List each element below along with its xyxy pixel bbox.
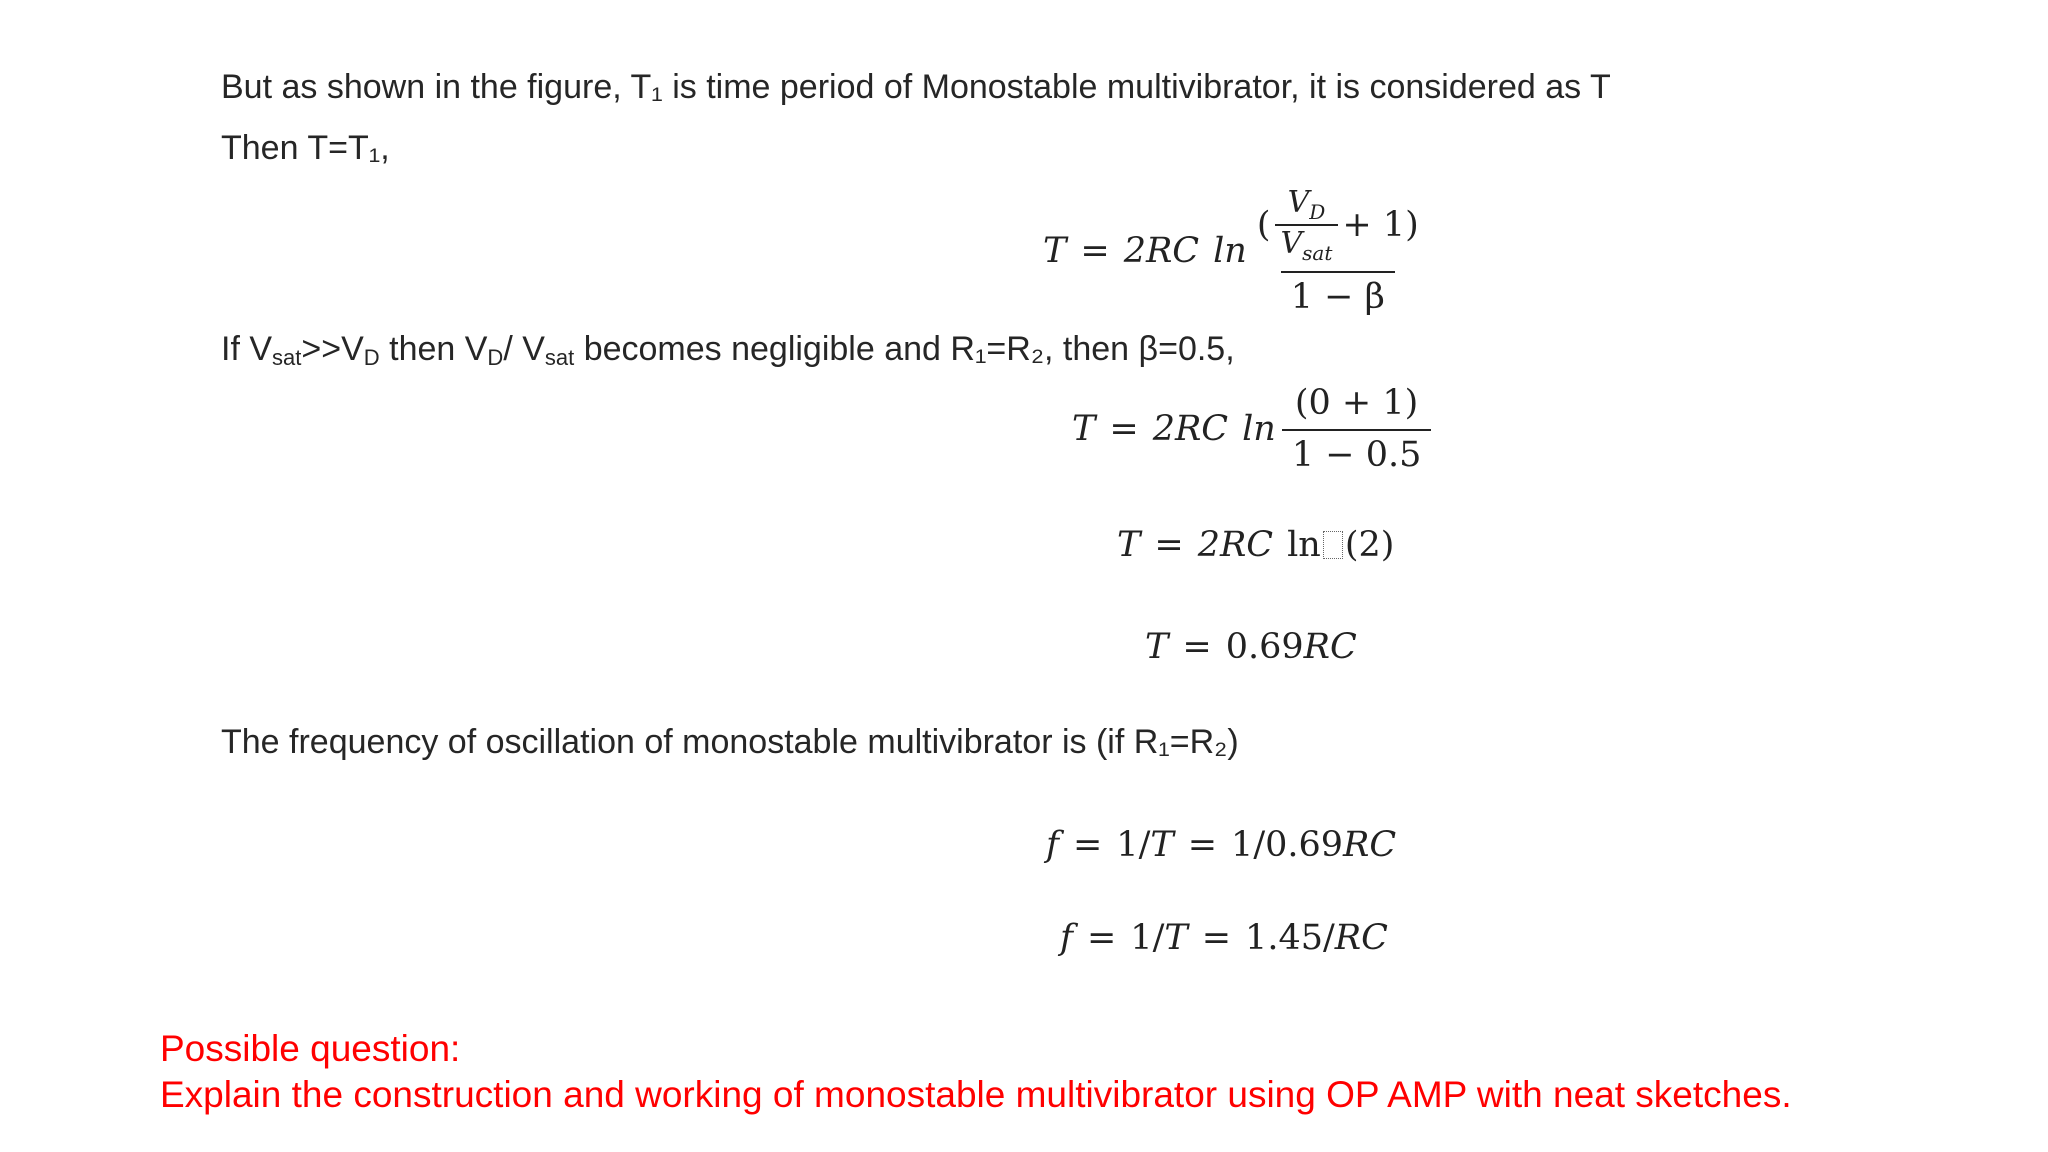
eq1-vsat: V [1280,226,1303,261]
eq3-arg: (2) [1344,525,1395,565]
eq2-fraction [1282,383,1432,475]
eq2-lhs: T [1072,409,1096,449]
eq1-fraction [1253,185,1423,317]
eq6-rhs-a: 1.45/ [1245,918,1335,958]
eq1-vd-sub: D [1309,200,1326,224]
eq5-rhs-a: 1/0.69 [1231,825,1344,865]
eq6-mid-a: 1/ [1130,918,1165,958]
equation-period-result [1145,627,1357,667]
eq5-equals-2: = [1187,825,1218,865]
eq1-denominator: 1 − β [1281,271,1395,317]
eq4-lhs: T [1145,627,1169,667]
eq6-equals: = [1086,918,1117,958]
eq4-rhs-num: 0.69 [1225,627,1304,667]
p3-sub-sat-2: sat [544,345,575,370]
p3-text-e: then V [379,330,488,368]
question-heading: Possible question: [160,1028,461,1069]
p3-sub-d-2: D [487,345,504,370]
equation-period-general [1043,185,1423,317]
p3-sub-sat-1: sat [272,345,302,370]
eq1-vsat-sub: sat [1302,241,1333,265]
eq3-coef: 2RC [1197,525,1274,565]
eq1-num-open: ( [1256,205,1271,245]
p3-text-i: becomes negligible and R₁=R₂, then β=0.5, [574,330,1235,368]
eq5-mid-a: 1/ [1116,825,1151,865]
eq5-lhs: f [1046,825,1059,865]
eq3-lhs: T [1117,525,1141,565]
eq4-rhs-var: RC [1303,627,1357,667]
paragraph-negligible [221,332,1235,369]
eq6-equals-2: = [1201,918,1232,958]
eq5-mid-b: T [1150,825,1174,865]
eq1-num-tail: + 1) [1342,205,1419,245]
question-text: Explain the construction and working of monostable multivibrator using OP AMP with neat sketches. [160,1074,1792,1115]
eq2-ln: ln [1242,409,1276,449]
paragraph-then: Then T=T₁, [221,129,390,167]
p3-text-a: If V [221,330,273,368]
eq1-ln: ln [1213,231,1247,271]
eq1-lhs: T [1043,231,1067,271]
p3-sub-d-1: D [363,345,380,370]
missing-glyph-icon [1323,531,1343,559]
equation-frequency-1 [1046,825,1396,865]
equation-frequency-2 [1060,918,1388,958]
eq6-lhs: f [1060,918,1073,958]
eq4-equals: = [1182,627,1212,667]
eq5-equals: = [1072,825,1103,865]
eq2-equals: = [1109,409,1139,449]
p3-text-g: / V [503,330,545,368]
paragraph-time-period: But as shown in the figure, T₁ is time period of Monostable multivibrator, it is considered as T [221,68,1611,106]
equation-period-substituted [1072,383,1431,475]
eq5-rhs-b: RC [1343,825,1397,865]
eq3-ln: ln [1287,525,1321,565]
eq6-rhs-b: RC [1334,918,1388,958]
eq1-numerator [1253,185,1423,271]
eq1-coef: 2RC [1123,231,1200,271]
eq3-equals: = [1154,525,1184,565]
eq2-numerator: (0 + 1) [1294,383,1419,423]
paragraph-frequency: The frequency of oscillation of monostable multivibrator is (if R₁=R₂) [221,723,1239,761]
eq2-denominator: 1 − 0.5 [1282,429,1432,475]
eq6-mid-b: T [1164,918,1188,958]
eq2-coef: 2RC [1152,409,1229,449]
equation-period-ln2 [1117,525,1394,565]
eq1-vd: V [1287,185,1310,220]
eq1-equals: = [1080,231,1110,271]
p3-text-c: >>V [301,330,364,368]
eq1-inner-fraction [1275,185,1339,265]
